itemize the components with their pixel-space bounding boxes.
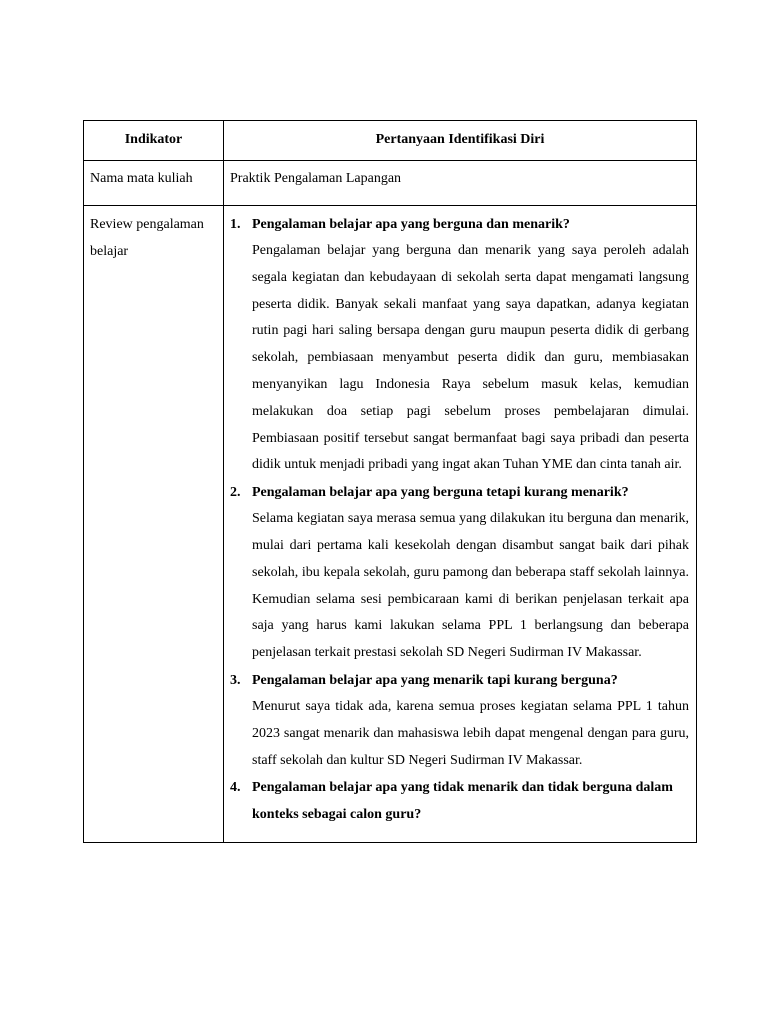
question-item-4 xyxy=(230,774,689,828)
question-number: 4. xyxy=(230,780,241,796)
course-value: Praktik Pengalaman Lapangan xyxy=(230,171,402,186)
table-row-review xyxy=(84,206,697,843)
header-indikator-label: Indikator xyxy=(124,131,183,147)
review-questions-cell xyxy=(224,206,697,843)
review-label-cell xyxy=(84,206,224,843)
question-item-1 xyxy=(230,211,689,479)
review-label: Review pengalaman belajar xyxy=(90,217,204,259)
question-number: 2. xyxy=(230,485,241,501)
header-pertanyaan xyxy=(224,121,697,161)
header-indikator xyxy=(84,121,224,161)
question-answer: Pengalaman belajar yang berguna dan menarik yang saya peroleh adalah segala kegiatan dan kebudayaan di sekolah serta dapat mengamati langsung peserta didik. Banyak sekali manfaat yang saya dapatkan, adanya kegiatan rutin pagi hari saling bersapa dengan guru maupun peserta didik di gerbang sekolah, pembiasaan menyambut peserta didik dan guru, membiasakan menyanyikan lagu Indonesia Raya sebelum masuk kelas, kemudian melakukan doa setiap pagi sebelum proses pembelajaran dimulai. Pembiasaan positif tersebut sangat bermanfaat bagi saya pribadi dan peserta didik untuk menjadi pribadi yang ingat akan Tuhan YME dan cinta tanah air. xyxy=(252,243,689,473)
question-number: 3. xyxy=(230,672,241,688)
identification-table xyxy=(83,120,697,843)
course-value-cell xyxy=(224,161,697,206)
question-text: Pengalaman belajar apa yang tidak menarik dan tidak berguna dalam konteks sebagai calon guru? xyxy=(252,780,673,823)
question-text: Pengalaman belajar apa yang berguna tetapi kurang menarik? xyxy=(252,485,629,501)
question-item-3 xyxy=(230,667,689,774)
table-row-course xyxy=(84,161,697,206)
course-label: Nama mata kuliah xyxy=(90,171,193,186)
question-text: Pengalaman belajar apa yang berguna dan menarik? xyxy=(252,217,570,232)
table-header-row xyxy=(84,121,697,161)
question-number: 1. xyxy=(230,217,241,232)
question-answer: Selama kegiatan saya merasa semua yang dilakukan itu berguna dan menarik, mulai dari pertama kali kesekolah dengan disambut sangat baik dari pihak sekolah, ibu kepala sekolah, guru pamong dan beberapa staff sekolah lainnya. Kemudian selama sesi pembicaraan kami di berikan penjelasan terkait apa saja yang harus kami lakukan selama PPL 1 berlangsung dan beberapa penjelasan terkait prestasi sekolah SD Negeri Sudirman IV Makassar. xyxy=(252,511,689,661)
question-text: Pengalaman belajar apa yang menarik tapi kurang berguna? xyxy=(252,672,618,688)
header-pertanyaan-label: Pertanyaan Identifikasi Diri xyxy=(375,131,545,147)
course-label-cell xyxy=(84,161,224,206)
question-item-2 xyxy=(230,479,689,667)
question-answer: Menurut saya tidak ada, karena semua proses kegiatan selama PPL 1 tahun 2023 sangat menarik dan mahasiswa lebih dapat mengenal dengan para guru, staff sekolah dan kultur SD Negeri Sudirman IV Makassar. xyxy=(252,698,689,768)
